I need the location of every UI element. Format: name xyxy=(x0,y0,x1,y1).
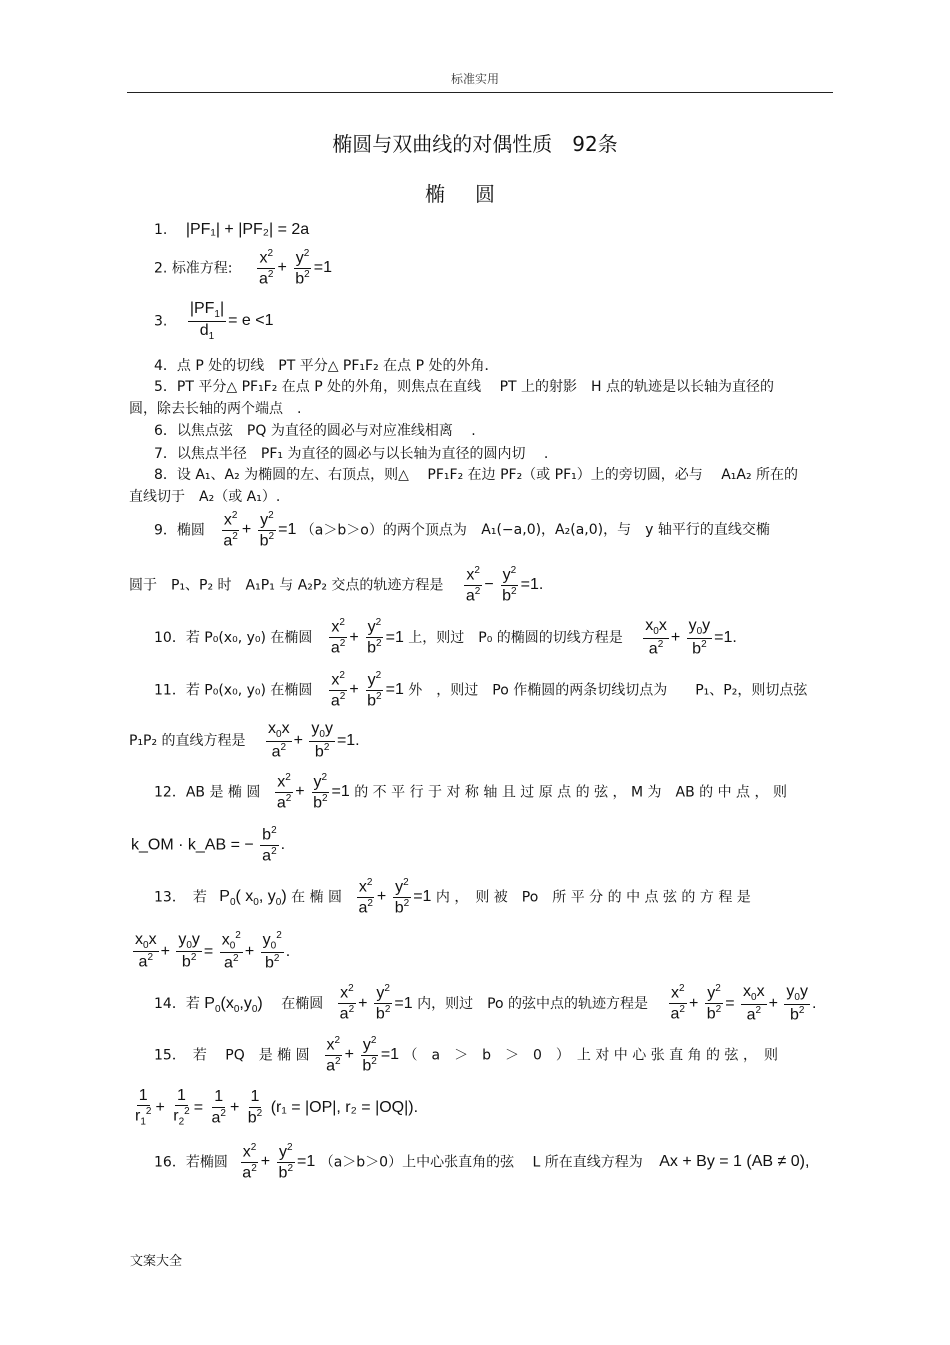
item-10: 10．若 P₀(x₀, y₀) 在椭圆 $\frac{x^2}{a^2}$ + $\frac{y^2}{b^2}$ =1 上，则过 P₀ 的椭圆的切线方程是 $\frac{x_0x}{a^2}$ + $\frac{y_0y}{b^2}$ =1. xyxy=(154,617,737,658)
item-8-cont: 直线切于 A₂（或 A₁）. xyxy=(129,489,281,505)
page-footer: 文案大全 xyxy=(130,1254,183,1269)
header-divider xyxy=(127,92,833,93)
item-2: 2. 标准方程: $\frac{x^2}{a^2}$ + $\frac{y^2}{b^2}$ =1 xyxy=(154,248,332,288)
item-4: 4．点 P 处的切线 PT 平分△ PF₁F₂ 在点 P 处的外角． xyxy=(154,358,499,374)
document-title: 椭圆与双曲线的对偶性质 92条 xyxy=(332,132,618,156)
item-15: 15． 若 PQ 是 椭 圆 $\frac{x^2}{a^2}$ + $\frac{y^2}{b^2}$ =1 （ a ＞ b ＞ 0 ） 上 对 中 心 张 直 角 的 弦 ， 则 xyxy=(154,1035,778,1075)
item-5: 5．PT 平分△ PF₁F₂ 在点 P 处的外角，则焦点在直线 PT 上的射影 H 点的轨迹是以长轴为直径的 xyxy=(154,379,775,395)
item-16: 16．若椭圆 $\frac{x^2}{a^2}$ + $\frac{y^2}{b^2}$ =1 （a＞b＞0）上中心张直角的弦 L 所在直线方程为 Ax + By = 1 (AB ≠ 0), xyxy=(154,1142,810,1182)
item-12-cont: k_OM · k_AB = − $\frac{b^2}{a^2}$ . xyxy=(131,825,286,865)
item-14: 14．若 $P_0(x_0,y_0)$ 在椭圆 $\frac{x^2}{a^2}$ + $\frac{y^2}{b^2}$ =1 内，则过 Po 的弦中点的轨迹方程是 $\frac{x^2}{a^2}$ + $\frac{y^2}{b^2}$ = $\frac{x_0x}{a^2}$ + $\frac{y_0y}{b^2}$ . xyxy=(154,983,817,1024)
item-3: 3. $\frac{|PF_1|}{d_1}$ = e <1 xyxy=(154,300,274,342)
section-title: 椭圆 xyxy=(425,182,525,206)
item-12: 12．AB 是 椭 圆 $\frac{x^2}{a^2}$ + $\frac{y^2}{b^2}$ =1 的 不 平 行 于 对 称 轴 且 过 原 点 的 弦 ， M 为 AB 的 中 点 ， 则 xyxy=(154,772,787,812)
item-9: 9．椭圆 $\frac{x^2}{a^2}$ + $\frac{y^2}{b^2}$ =1 （a＞b＞o）的两个顶点为 A₁(−a,0)，A₂(a,0)，与 y 轴平行的直线交椭 xyxy=(154,510,770,550)
item-9-cont: 圆于 P₁、P₂ 时 A₁P₁ 与 A₂P₂ 交点的轨迹方程是 $\frac{x^2}{a^2}$ − $\frac{y^2}{b^2}$ =1. xyxy=(129,565,544,605)
item-7: 7．以焦点半径 PF₁ 为直径的圆必与以长轴为直径的圆内切 . xyxy=(154,446,549,462)
item-11-cont: P₁P₂ 的直线方程是 $\frac{x_0x}{a^2}$ + $\frac{y_0y}{b^2}$ =1. xyxy=(129,720,360,761)
item-6: 6．以焦点弦 PQ 为直径的圆必与对应准线相离 . xyxy=(154,423,476,439)
item-15-cont: $\frac{1}{r_1^2}$ + $\frac{1}{r_2^2}$ = $\frac{1}{a^2}$ + $\frac{1}{b^2}$ (r₁ = |OP|, r₂ = |OQ|). xyxy=(135,1087,419,1128)
item-8: 8．设 A₁、A₂ 为椭圆的左、右顶点，则△ PF₁F₂ 在边 PF₂（或 PF₁）上的旁切圆，必与 A₁A₂ 所在的 xyxy=(154,467,799,483)
item-5-cont: 圆，除去长轴的两个端点 . xyxy=(129,401,302,417)
item-1: 1. |PF₁| + |PF₂| = 2a xyxy=(154,221,310,238)
item-13-cont: $\frac{x_0x}{a^2}$ + $\frac{y_0y}{b^2}$ = $\frac{x_0^2}{a^2}$ + $\frac{y_0^2}{b^2}$ . xyxy=(135,930,291,972)
item-11: 11．若 P₀(x₀, y₀) 在椭圆 $\frac{x^2}{a^2}$ + $\frac{y^2}{b^2}$ =1 外 ，则过 Po 作椭圆的两条切线切点为 P₁、P₂，则切点弦 xyxy=(154,670,808,710)
page-header: 标准实用 xyxy=(450,72,499,86)
item-13: 13． 若 $P_0$( $x_0$, $y_0$) 在 椭 圆 $\frac{x^2}{a^2}$ + $\frac{y^2}{b^2}$ =1 内 ， 则 被 Po 所 平 分 的 中 点 弦 的 方 程 是 xyxy=(154,877,751,917)
